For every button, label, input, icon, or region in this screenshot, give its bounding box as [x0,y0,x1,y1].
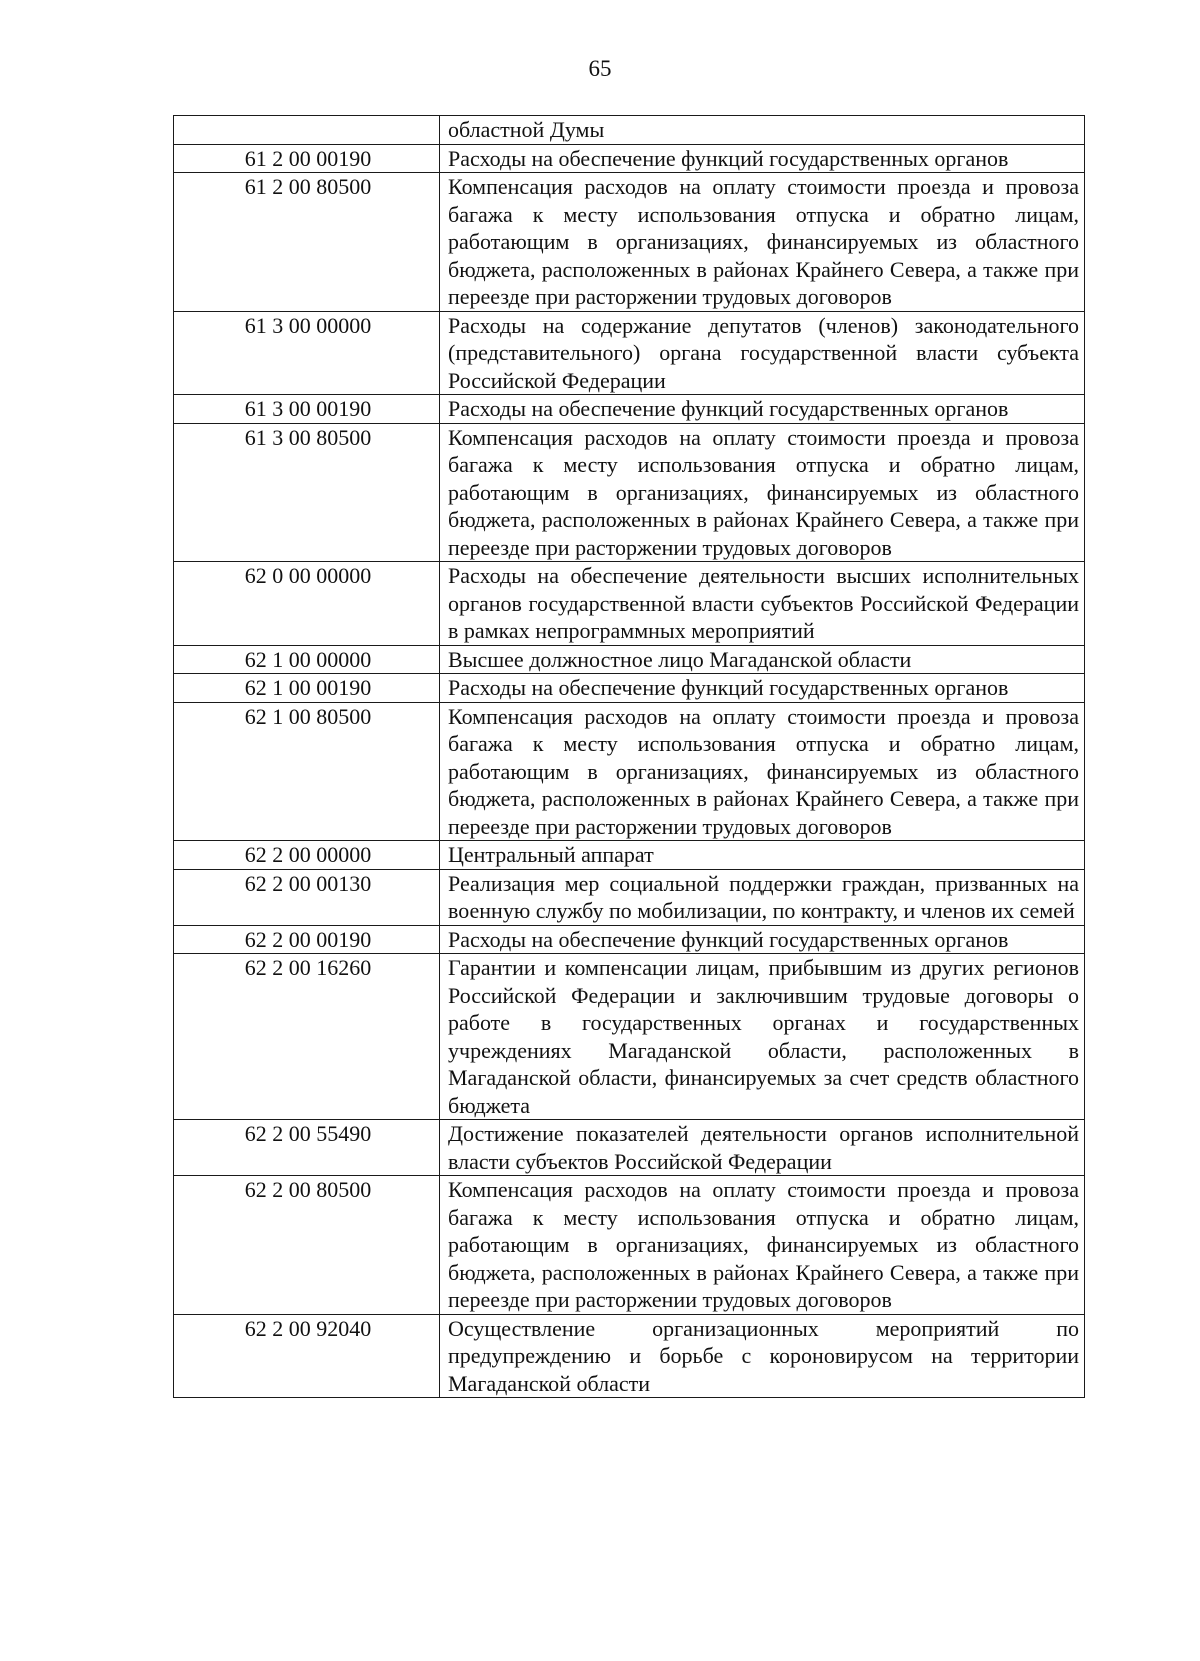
table-row [174,645,1085,674]
row-code-cell: 62 2 00 00190 [174,925,440,954]
row-description-cell: Достижение показателей деятельности органов исполнительной власти субъектов Российской Федерации [440,1120,1085,1176]
table-row [174,116,1085,145]
table-row [174,144,1085,173]
table-row [174,954,1085,1120]
row-code-cell [174,116,440,145]
row-description-cell: Расходы на обеспечение функций государственных органов [440,925,1085,954]
row-description-cell: Расходы на обеспечение деятельности высших исполнительных органов государственной власти субъектов Российской Федерации в рамках непрограммных мероприятий [440,562,1085,646]
table-row [174,1314,1085,1398]
row-code-cell: 61 2 00 00190 [174,144,440,173]
row-description-cell: Осуществление организационных мероприятий по предупреждению и борьбе с короновирусом на территории Магаданской области [440,1314,1085,1398]
row-description-cell: Гарантии и компенсации лицам, прибывшим из других регионов Российской Федерации и заключившим трудовые договоры о работе в государственных органах и государственных учреждениях Магаданской области, расположенных в Магаданской области, финансируемых за счет средств областного бюджета [440,954,1085,1120]
row-code-cell: 61 2 00 80500 [174,173,440,312]
row-description-cell: Центральный аппарат [440,841,1085,870]
row-code-cell: 62 2 00 00130 [174,869,440,925]
row-description-cell: Компенсация расходов на оплату стоимости проезда и провоза багажа к месту использования отпуска и обратно лицам, работающим в организациях, финансируемых из областного бюджета, расположенных в районах Крайнего Севера, а также при переезде при расторжении трудовых договоров [440,1176,1085,1315]
row-code-cell: 61 3 00 00000 [174,311,440,395]
row-code-cell: 62 2 00 92040 [174,1314,440,1398]
row-description-cell: областной Думы [440,116,1085,145]
row-description-cell: Расходы на содержание депутатов (членов) законодательного (представительного) органа государственной власти субъекта Российской Федерации [440,311,1085,395]
table-row [174,674,1085,703]
row-description-cell: Компенсация расходов на оплату стоимости проезда и провоза багажа к месту использования отпуска и обратно лицам, работающим в организациях, финансируемых из областного бюджета, расположенных в районах Крайнего Севера, а также при переезде при расторжении трудовых договоров [440,702,1085,841]
table-row [174,562,1085,646]
row-code-cell: 62 1 00 80500 [174,702,440,841]
table-row [174,869,1085,925]
row-code-cell: 62 1 00 00000 [174,645,440,674]
row-code-cell: 61 3 00 80500 [174,423,440,562]
row-code-cell: 62 0 00 00000 [174,562,440,646]
table-row [174,702,1085,841]
row-description-cell: Расходы на обеспечение функций государственных органов [440,674,1085,703]
table-row [174,173,1085,312]
row-code-cell: 62 2 00 55490 [174,1120,440,1176]
page-number: 65 [588,56,612,81]
row-code-cell: 62 2 00 00000 [174,841,440,870]
row-code-cell: 61 3 00 00190 [174,395,440,424]
table-row [174,1120,1085,1176]
row-description-cell: Расходы на обеспечение функций государственных органов [440,144,1085,173]
row-code-cell: 62 2 00 80500 [174,1176,440,1315]
row-code-cell: 62 1 00 00190 [174,674,440,703]
table-row [174,423,1085,562]
table-row [174,311,1085,395]
table-row [174,841,1085,870]
row-description-cell: Компенсация расходов на оплату стоимости проезда и провоза багажа к месту использования отпуска и обратно лицам, работающим в организациях, финансируемых из областного бюджета, расположенных в районах Крайнего Севера, а также при переезде при расторжении трудовых договоров [440,173,1085,312]
row-description-cell: Расходы на обеспечение функций государственных органов [440,395,1085,424]
table-row [174,925,1085,954]
table-body [174,116,1085,1398]
budget-classification-table [173,115,1085,1398]
table-row [174,1176,1085,1315]
table-row [174,395,1085,424]
row-description-cell: Реализация мер социальной поддержки граждан, призванных на военную службу по мобилизации, по контракту, и членов их семей [440,869,1085,925]
row-description-cell: Высшее должностное лицо Магаданской области [440,645,1085,674]
row-description-cell: Компенсация расходов на оплату стоимости проезда и провоза багажа к месту использования отпуска и обратно лицам, работающим в организациях, финансируемых из областного бюджета, расположенных в районах Крайнего Севера, а также при переезде при расторжении трудовых договоров [440,423,1085,562]
row-code-cell: 62 2 00 16260 [174,954,440,1120]
